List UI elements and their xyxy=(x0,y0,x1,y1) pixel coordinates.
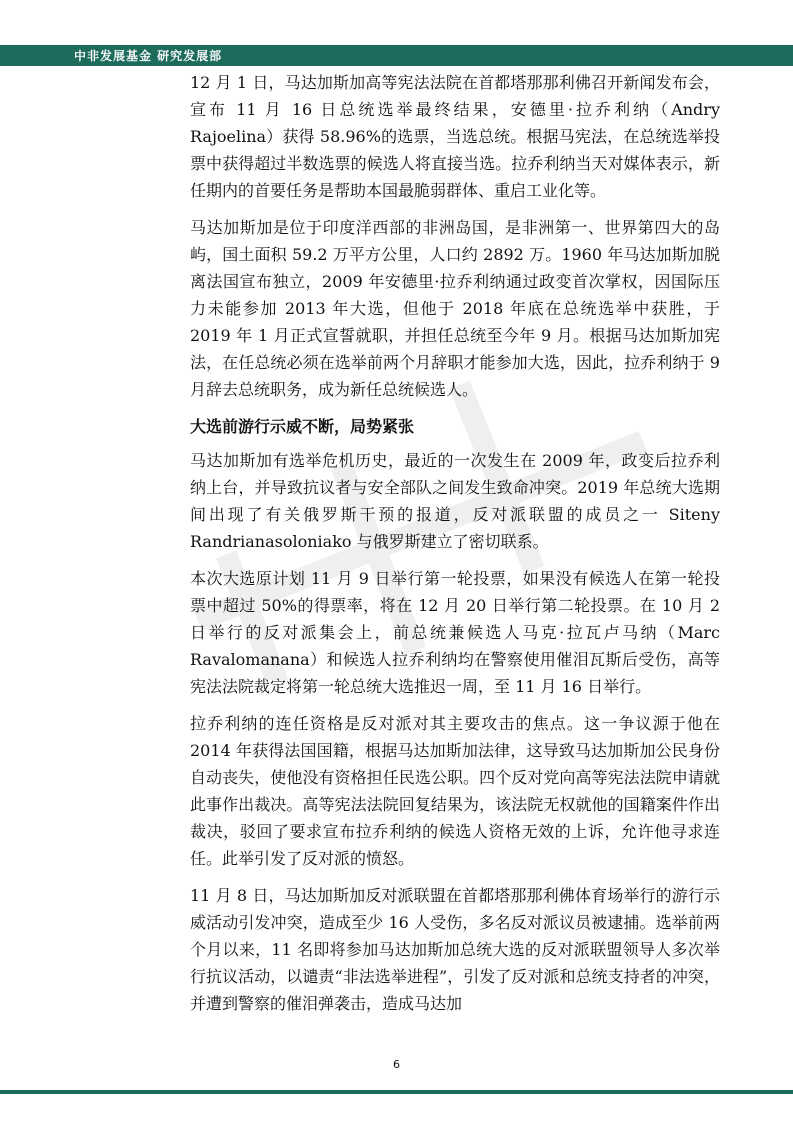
document-body xyxy=(190,69,720,1027)
header-title: 中非发展基金 研究发展部 xyxy=(74,49,223,63)
paragraph: 马达加斯加是位于印度洋西部的非洲岛国，是非洲第一、世界第四大的岛屿，国土面积 59.2 万平方公里，人口约 2892 万。1960 年马达加斯加脱离法国宣布独立，2009 年安德里·拉乔利纳通过政变首次掌权，因国际压力未能参加 2013 年大选，但他于 2018 年底在总统选举中获胜，于 2019 年 1 月正式宣誓就职，并担任总统至今年 9 月。根据马达加斯加宪法，在任总统必须在选举前两个月辞职才能参加大选，因此，拉乔利纳于 9 月辞去总统职务，成为新任总统候选人。 xyxy=(190,218,720,399)
paragraph: 11 月 8 日，马达加斯加反对派联盟在首都塔那那利佛体育场举行的游行示威活动引发冲突，造成至少 16 人受伤，多名反对派议员被逮捕。选举前两个月以来，11 名即将参加马达加斯加总统大选的反对派联盟领导人多次举行抗议活动，以谴责“非法选举进程”，引发了反对派和总统支持者的冲突，并遭到警察的催泪弹袭击，造成马达加 xyxy=(190,886,720,1013)
header-bar xyxy=(0,45,793,66)
footer-line xyxy=(0,1090,793,1094)
paragraph: 拉乔利纳的连任资格是反对派对其主要攻击的焦点。这一争议源于他在 2014 年获得法国国籍，根据马达加斯加法律，这导致马达加斯加公民身份自动丧失，使他没有资格担任民选公职。四个反对党向高等宪法法院申请就此事作出裁决。高等宪法法院回复结果为，该法院无权就他的国籍案件作出裁决，驳回了要求宣布拉乔利纳的候选人资格无效的上诉，允许他寻求连任。此举引发了反对派的愤怒。 xyxy=(190,714,720,868)
paragraph: 本次大选原计划 11 月 9 日举行第一轮投票，如果没有候选人在第一轮投票中超过 50%的得票率，将在 12 月 20 日举行第二轮投票。在 10 月 2 日举行的反对派集会上，前总统兼候选人马克·拉瓦卢马纳（Marc Ravalomanana）和候选人拉乔利纳均在警察使用催泪瓦斯后受伤，高等宪法法院裁定将第一轮总统大选推迟一周，至 11 月 16 日举行。 xyxy=(190,569,720,696)
section-heading: 大选前游行示威不断，局势紧张 xyxy=(190,417,415,436)
page-number: 6 xyxy=(393,1058,400,1071)
paragraph: 12 月 1 日，马达加斯加高等宪法法院在首都塔那那利佛召开新闻发布会，宣布 11 月 16 日总统选举最终结果，安德里·拉乔利纳（Andry Rajoelina）获得 58.96%的选票，当选总统。根据马宪法，在总统选举投票中获得超过半数选票的候选人将直接当选。拉乔利纳当天对媒体表示，新任期内的首要任务是帮助本国最脆弱群体、重启工业化等。 xyxy=(190,73,720,200)
paragraph: 马达加斯加有选举危机历史，最近的一次发生在 2009 年，政变后拉乔利纳上台，并导致抗议者与安全部队之间发生致命冲突。2019 年总统大选期间出现了有关俄罗斯干预的报道，反对派联盟的成员之一 Siteny Randrianasoloniako 与俄罗斯建立了密切联系。 xyxy=(190,451,720,551)
